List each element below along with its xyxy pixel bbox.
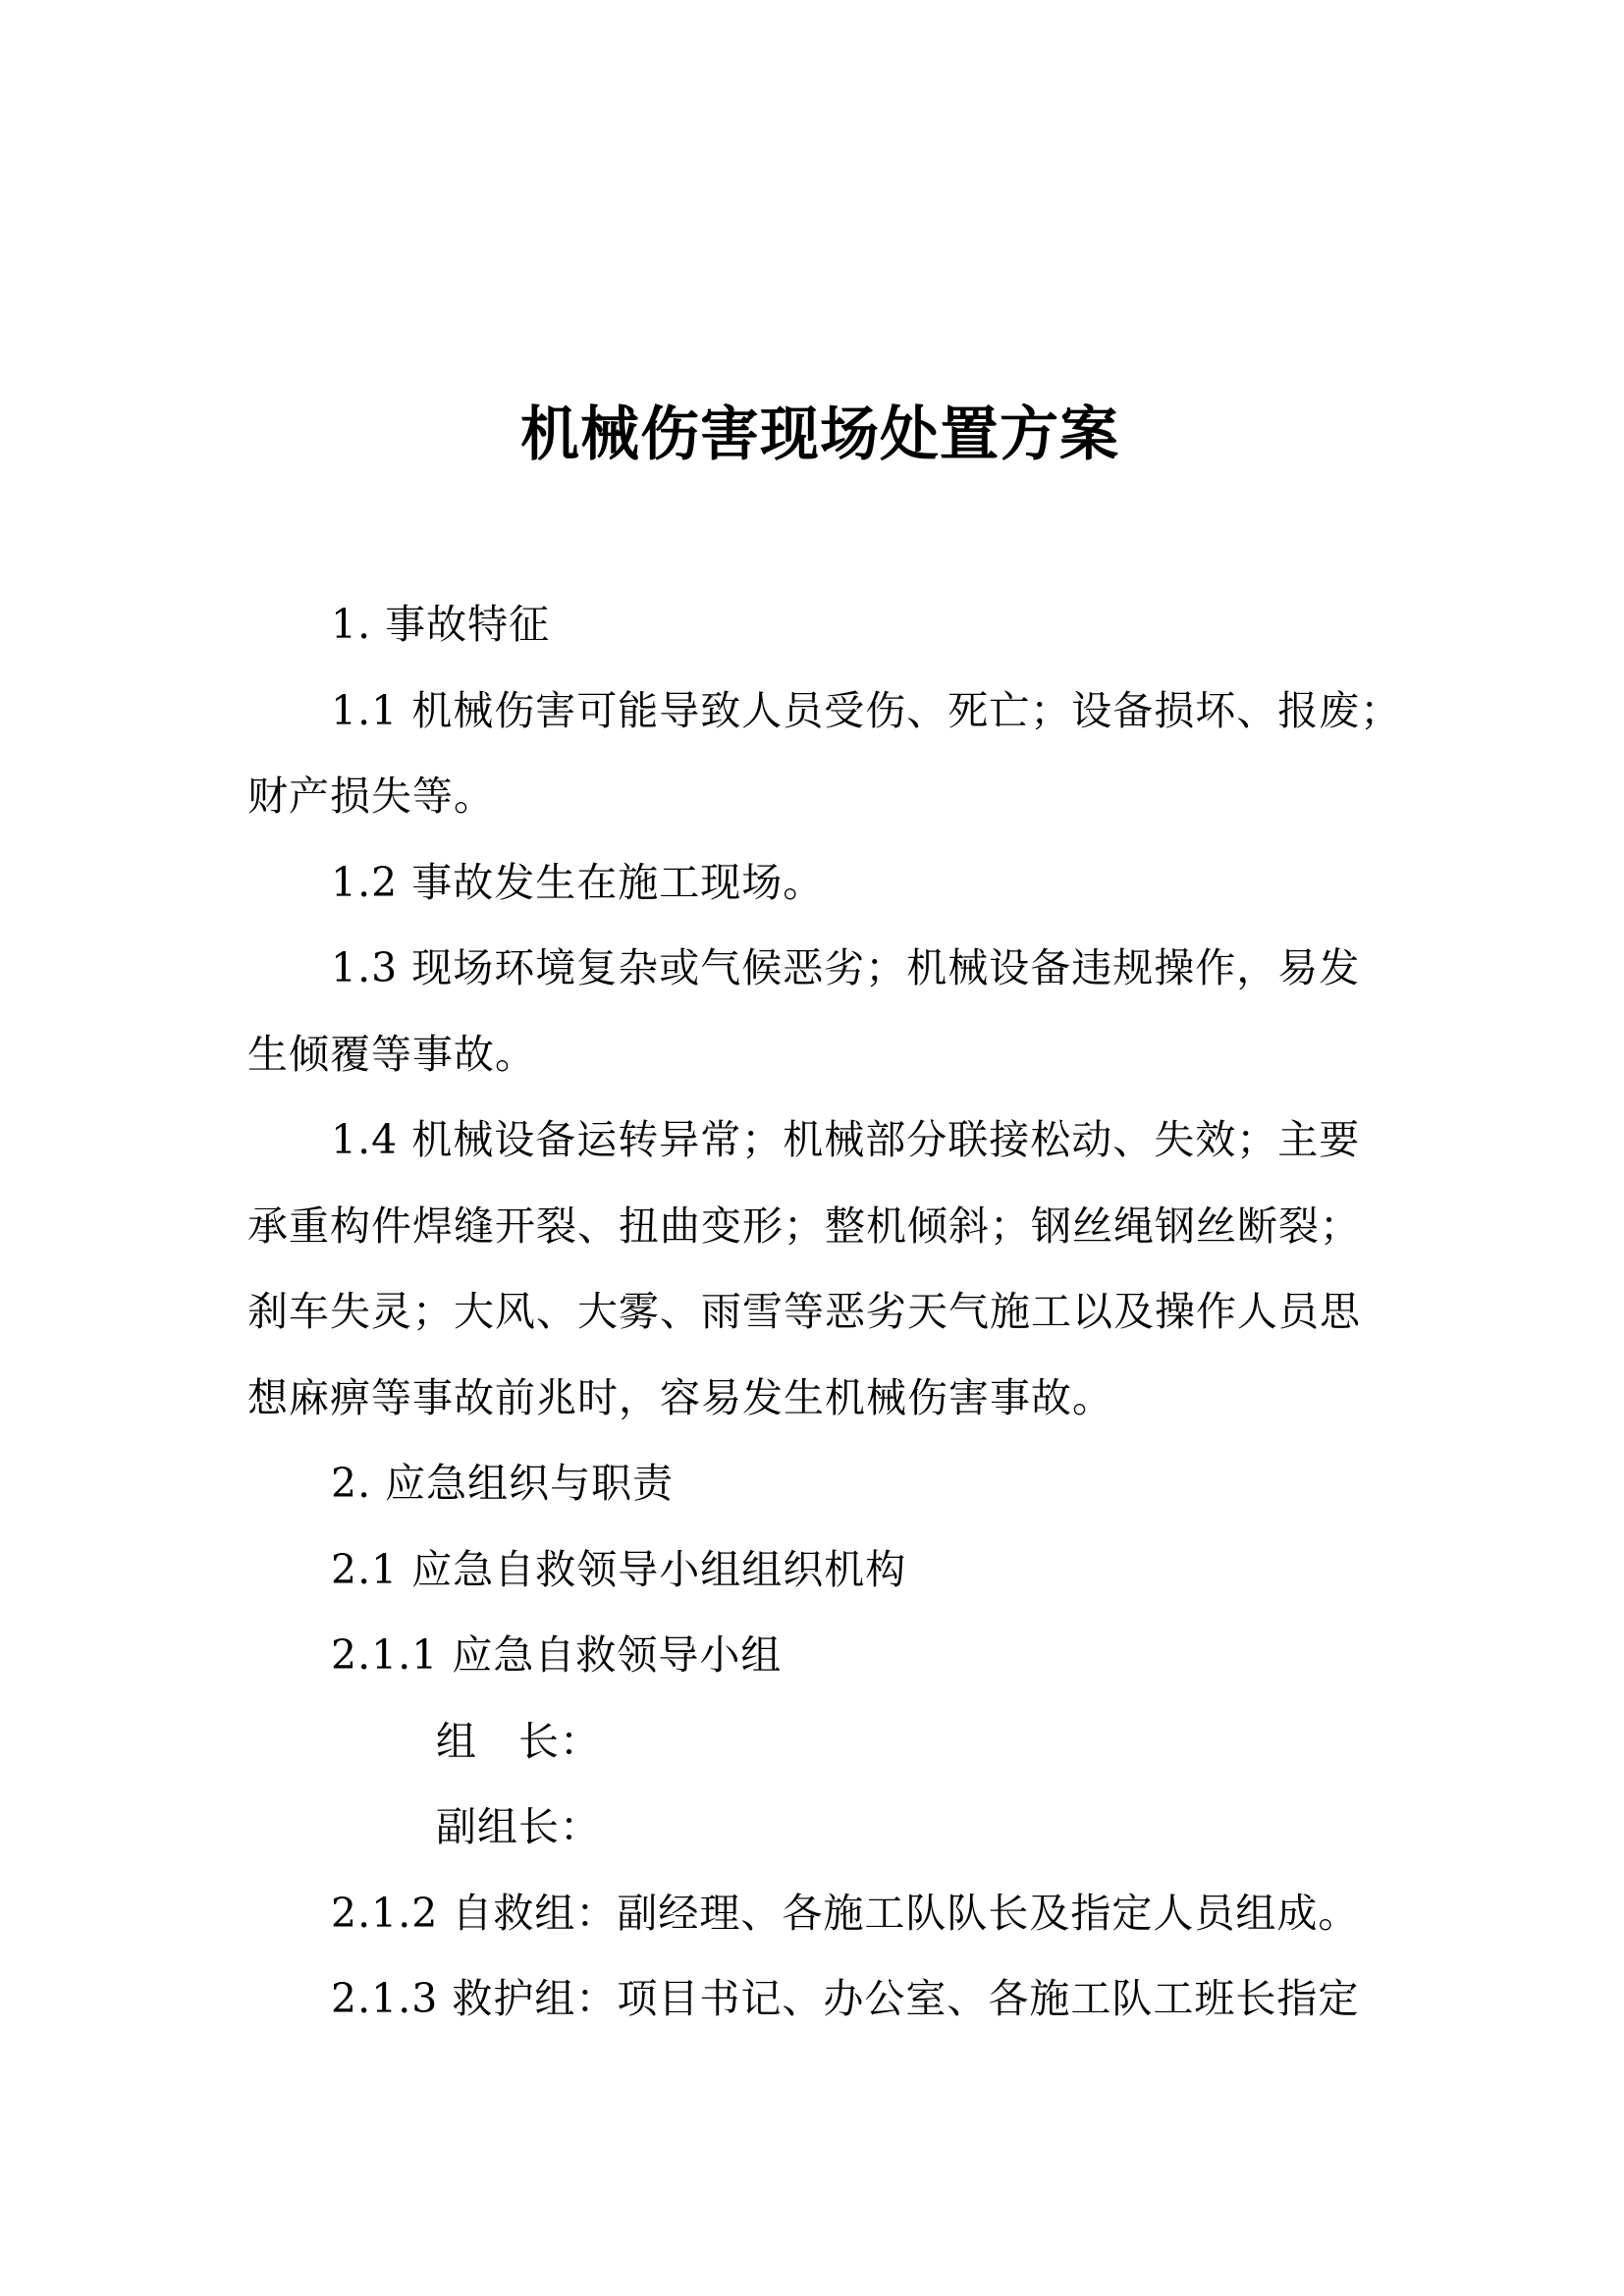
paragraph-line: 1.2 事故发生在施工现场。	[331, 859, 825, 906]
paragraph-line: 承重构件焊缝开裂、扭曲变形；整机倾斜；钢丝绳钢丝断裂；	[247, 1202, 1361, 1250]
document-title: 机械伤害现场处置方案	[520, 400, 1119, 469]
paragraph-line: 想麻痹等事故前兆时，容易发生机械伤害事故。	[247, 1374, 1113, 1421]
section-heading: 1. 事故特征	[331, 601, 551, 648]
leader-field: 组 长：	[436, 1718, 601, 1765]
subsection-heading: 2.1 应急自救领导小组组织机构	[331, 1546, 907, 1593]
paragraph-line: 1.1 机械伤害可能导致人员受伤、死亡；设备损坏、报废；	[331, 687, 1402, 734]
paragraph-line: 2.1.2 自救组：副经理、各施工队队长及指定人员组成。	[331, 1890, 1360, 1937]
paragraph-line: 1.4 机械设备运转异常；机械部分联接松动、失效；主要	[331, 1116, 1361, 1163]
paragraph-line: 刹车失灵；大风、大雾、雨雪等恶劣天气施工以及操作人员思	[247, 1288, 1361, 1335]
paragraph-line: 财产损失等。	[247, 773, 495, 820]
paragraph-line: 2.1.3 救护组：项目书记、办公室、各施工队工班长指定	[331, 1975, 1360, 2022]
subsection-heading: 2.1.1 应急自救领导小组	[331, 1631, 783, 1679]
paragraph-line: 1.3 现场环境复杂或气候恶劣；机械设备违规操作，易发	[331, 944, 1361, 991]
paragraph-line: 生倾覆等事故。	[247, 1031, 536, 1078]
section-heading: 2. 应急组织与职责	[331, 1460, 675, 1507]
deputy-leader-field: 副组长：	[436, 1803, 601, 1850]
